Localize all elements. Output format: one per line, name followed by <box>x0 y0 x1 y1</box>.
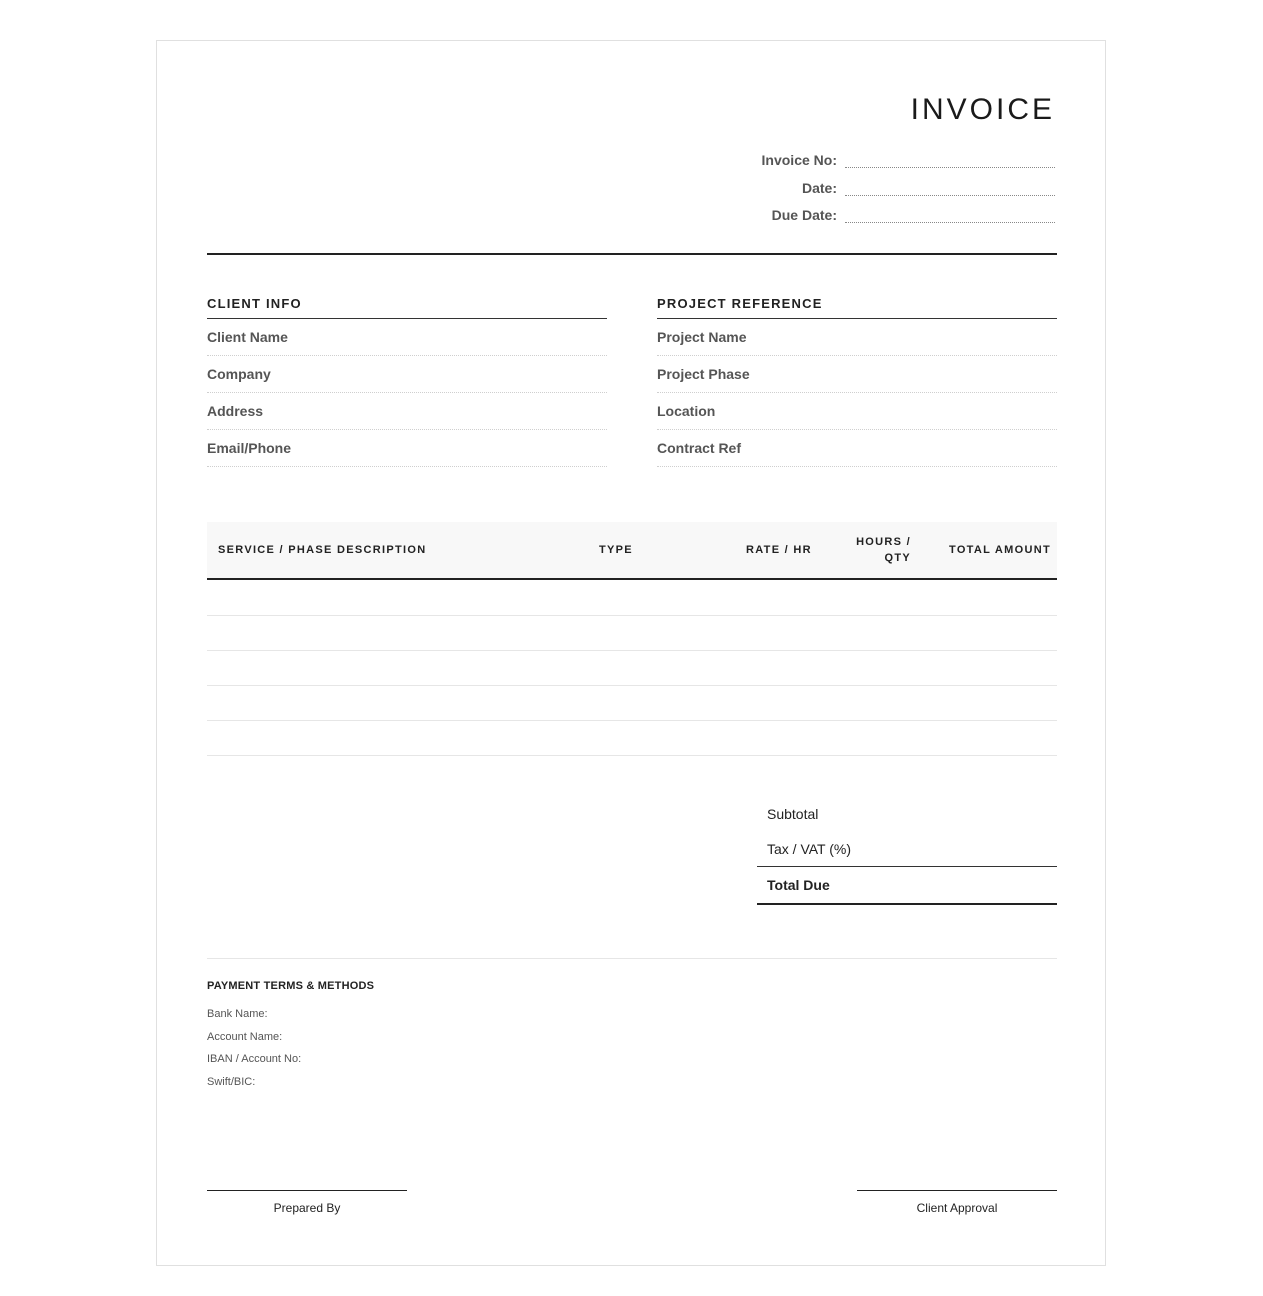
project-name-field[interactable]: Project Name <box>657 319 1057 356</box>
due-date-row <box>755 201 1055 223</box>
project-phase-field[interactable]: Project Phase <box>657 356 1057 393</box>
prepared-by-signature[interactable] <box>207 1190 407 1215</box>
subtotal-row <box>757 796 1057 831</box>
invoice-title: INVOICE <box>910 93 1055 126</box>
hours-qty-column-header <box>847 522 911 578</box>
prepared-by-label: Prepared By <box>273 1201 341 1215</box>
client-info-title: CLIENT INFO <box>207 295 607 319</box>
project-reference-section <box>657 295 1057 467</box>
header-divider <box>207 253 1057 255</box>
address-field[interactable]: Address <box>207 393 607 430</box>
email-phone-field[interactable]: Email/Phone <box>207 430 607 467</box>
iban-label: IBAN / Account No: <box>207 1053 302 1065</box>
table-row[interactable] <box>207 721 1057 756</box>
rate-column-header: RATE / HR <box>746 544 812 556</box>
line-items-header <box>207 522 1057 580</box>
date-label: Date: <box>801 180 837 196</box>
bank-name-label: Bank Name: <box>207 1008 268 1020</box>
account-name-label: Account Name: <box>207 1031 283 1043</box>
payment-divider <box>207 958 1057 959</box>
table-row[interactable] <box>207 581 1057 616</box>
client-approval-signature[interactable] <box>857 1190 1057 1215</box>
tax-label: Tax / VAT (%) <box>767 840 852 857</box>
table-row[interactable] <box>207 616 1057 651</box>
date-field[interactable] <box>845 179 1055 196</box>
due-date-label: Due Date: <box>771 207 837 223</box>
location-field[interactable]: Location <box>657 393 1057 430</box>
tax-row <box>757 831 1057 866</box>
table-row[interactable] <box>207 651 1057 686</box>
client-approval-label: Client Approval <box>916 1201 998 1215</box>
total-due-row <box>757 866 1057 905</box>
payment-terms-title: PAYMENT TERMS & METHODS <box>207 980 375 992</box>
qty-header-line: QTY <box>884 552 911 564</box>
subtotal-label: Subtotal <box>767 805 819 822</box>
swift-bic-label: Swift/BIC: <box>207 1076 256 1088</box>
total-amount-column-header: TOTAL AMOUNT <box>949 544 1051 556</box>
total-due-label: Total Due <box>767 877 830 893</box>
hours-header-line: HOURS / <box>856 536 911 548</box>
table-row[interactable] <box>207 686 1057 721</box>
project-reference-title: PROJECT REFERENCE <box>657 295 1057 319</box>
company-field[interactable]: Company <box>207 356 607 393</box>
date-row <box>755 174 1055 196</box>
totals-block <box>757 796 1057 905</box>
description-column-header: SERVICE / PHASE DESCRIPTION <box>218 544 427 556</box>
contract-ref-field[interactable]: Contract Ref <box>657 430 1057 467</box>
type-column-header: TYPE <box>599 544 633 556</box>
invoice-number-label: Invoice No: <box>761 152 837 168</box>
invoice-number-field[interactable] <box>845 151 1055 168</box>
client-name-field[interactable]: Client Name <box>207 319 607 356</box>
invoice-page <box>156 40 1106 1266</box>
invoice-number-row <box>755 146 1055 168</box>
due-date-field[interactable] <box>845 206 1055 223</box>
client-info-section <box>207 295 607 467</box>
